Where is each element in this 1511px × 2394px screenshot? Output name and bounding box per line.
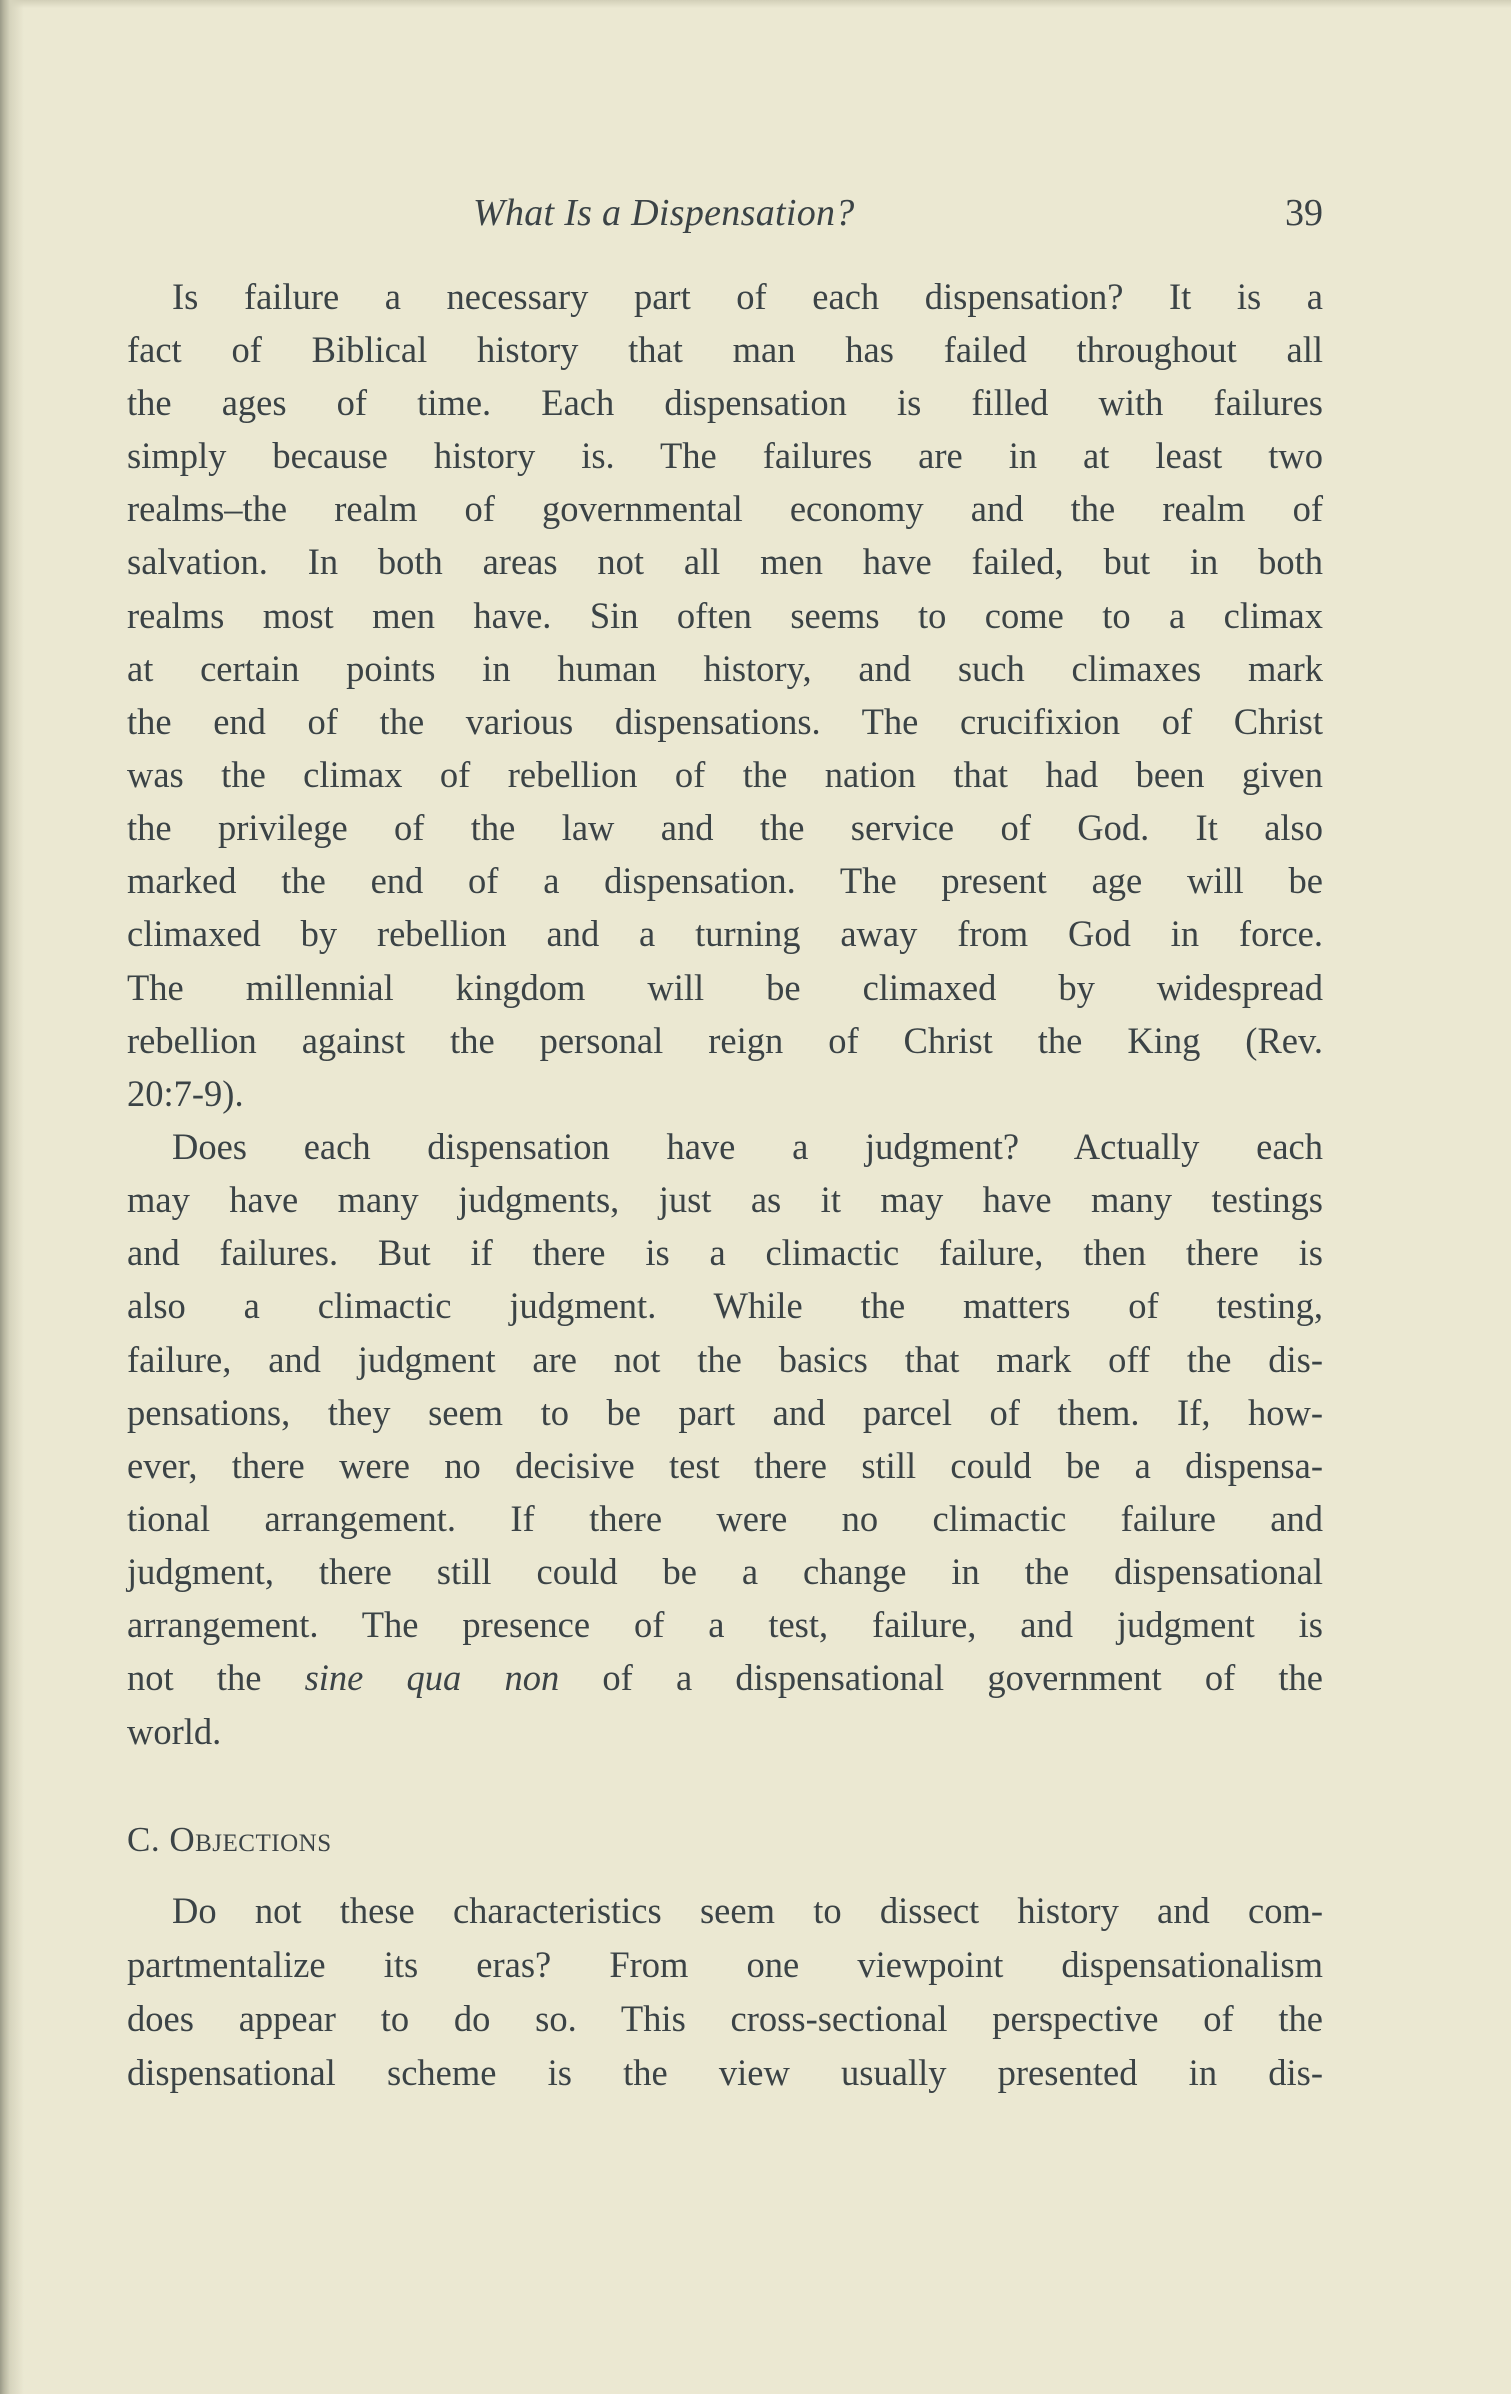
section-title: Objections xyxy=(169,1820,332,1859)
text-line: 20:7-9). xyxy=(127,1073,244,1114)
text-line: failure, and judgment are not the basics that mark off the dis- xyxy=(127,1339,1323,1380)
text-line: simply because history is. The failures are in at least two xyxy=(127,435,1323,476)
text-line: climaxed by rebellion and a turning away from God in force. xyxy=(127,913,1323,954)
text-line-sine-qua-non xyxy=(127,1651,1323,1705)
text-line: judgment, there still could be a change in the dispensational xyxy=(127,1551,1323,1592)
text-line: was the climax of rebellion of the nation that had been given xyxy=(127,754,1323,795)
italic-phrase: sine qua non xyxy=(304,1657,560,1698)
text-line: arrangement. The presence of a test, failure, and judgment is xyxy=(127,1604,1323,1645)
text-line: does appear to do so. This cross-sectional perspective of the xyxy=(127,1998,1323,2039)
text-line: marked the end of a dispensation. The present age will be xyxy=(127,860,1323,901)
text-line: rebellion against the personal reign of Christ the King (Rev. xyxy=(127,1020,1323,1061)
text-line: fact of Biblical history that man has failed throughout all xyxy=(127,329,1323,370)
page-number: 39 xyxy=(1285,192,1323,234)
text-line: the privilege of the law and the service of God. It also xyxy=(127,807,1323,848)
text-line: dispensational scheme is the view usually presented in dis- xyxy=(127,2052,1323,2093)
running-head-title: What Is a Dispensation? xyxy=(473,192,855,234)
text-line: may have many judgments, just as it may have many testings xyxy=(127,1179,1323,1220)
running-head xyxy=(127,188,1323,238)
text-line: also a climactic judgment. While the matters of testing, xyxy=(127,1285,1323,1326)
section-label: C. xyxy=(127,1820,161,1859)
text-line: pensations, they seem to be part and parcel of them. If, how- xyxy=(127,1392,1323,1433)
text-line: at certain points in human history, and such climaxes mark xyxy=(127,648,1323,689)
text-line: Is failure a necessary part of each dispensation? It is a xyxy=(172,276,1323,317)
text-line: salvation. In both areas not all men have failed, but in both xyxy=(127,541,1323,582)
section-heading xyxy=(127,1813,332,1867)
text-line: Does each dispensation have a judgment? Actually each xyxy=(172,1126,1323,1167)
text-run: of a dispensational government of the xyxy=(559,1657,1324,1698)
text-line: realms most men have. Sin often seems to come to a climax xyxy=(127,595,1323,636)
text-line: world. xyxy=(127,1711,222,1752)
text-line: and failures. But if there is a climactic failure, then there is xyxy=(127,1232,1323,1273)
text-line: The millennial kingdom will be climaxed by widespread xyxy=(127,967,1323,1008)
text-line: partmentalize its eras? From one viewpoint dispensationalism xyxy=(127,1944,1323,1985)
text-line: the end of the various dispensations. The crucifixion of Christ xyxy=(127,701,1323,742)
text-line: the ages of time. Each dispensation is filled with failures xyxy=(127,382,1323,423)
text-line: realms–the realm of governmental economy and the realm of xyxy=(127,488,1323,529)
text-line: Do not these characteristics seem to dissect history and com- xyxy=(172,1890,1323,1931)
text-line: tional arrangement. If there were no climactic failure and xyxy=(127,1498,1323,1539)
text-line: ever, there were no decisive test there still could be a dispensa- xyxy=(127,1445,1323,1486)
text-run: not the xyxy=(127,1657,305,1698)
